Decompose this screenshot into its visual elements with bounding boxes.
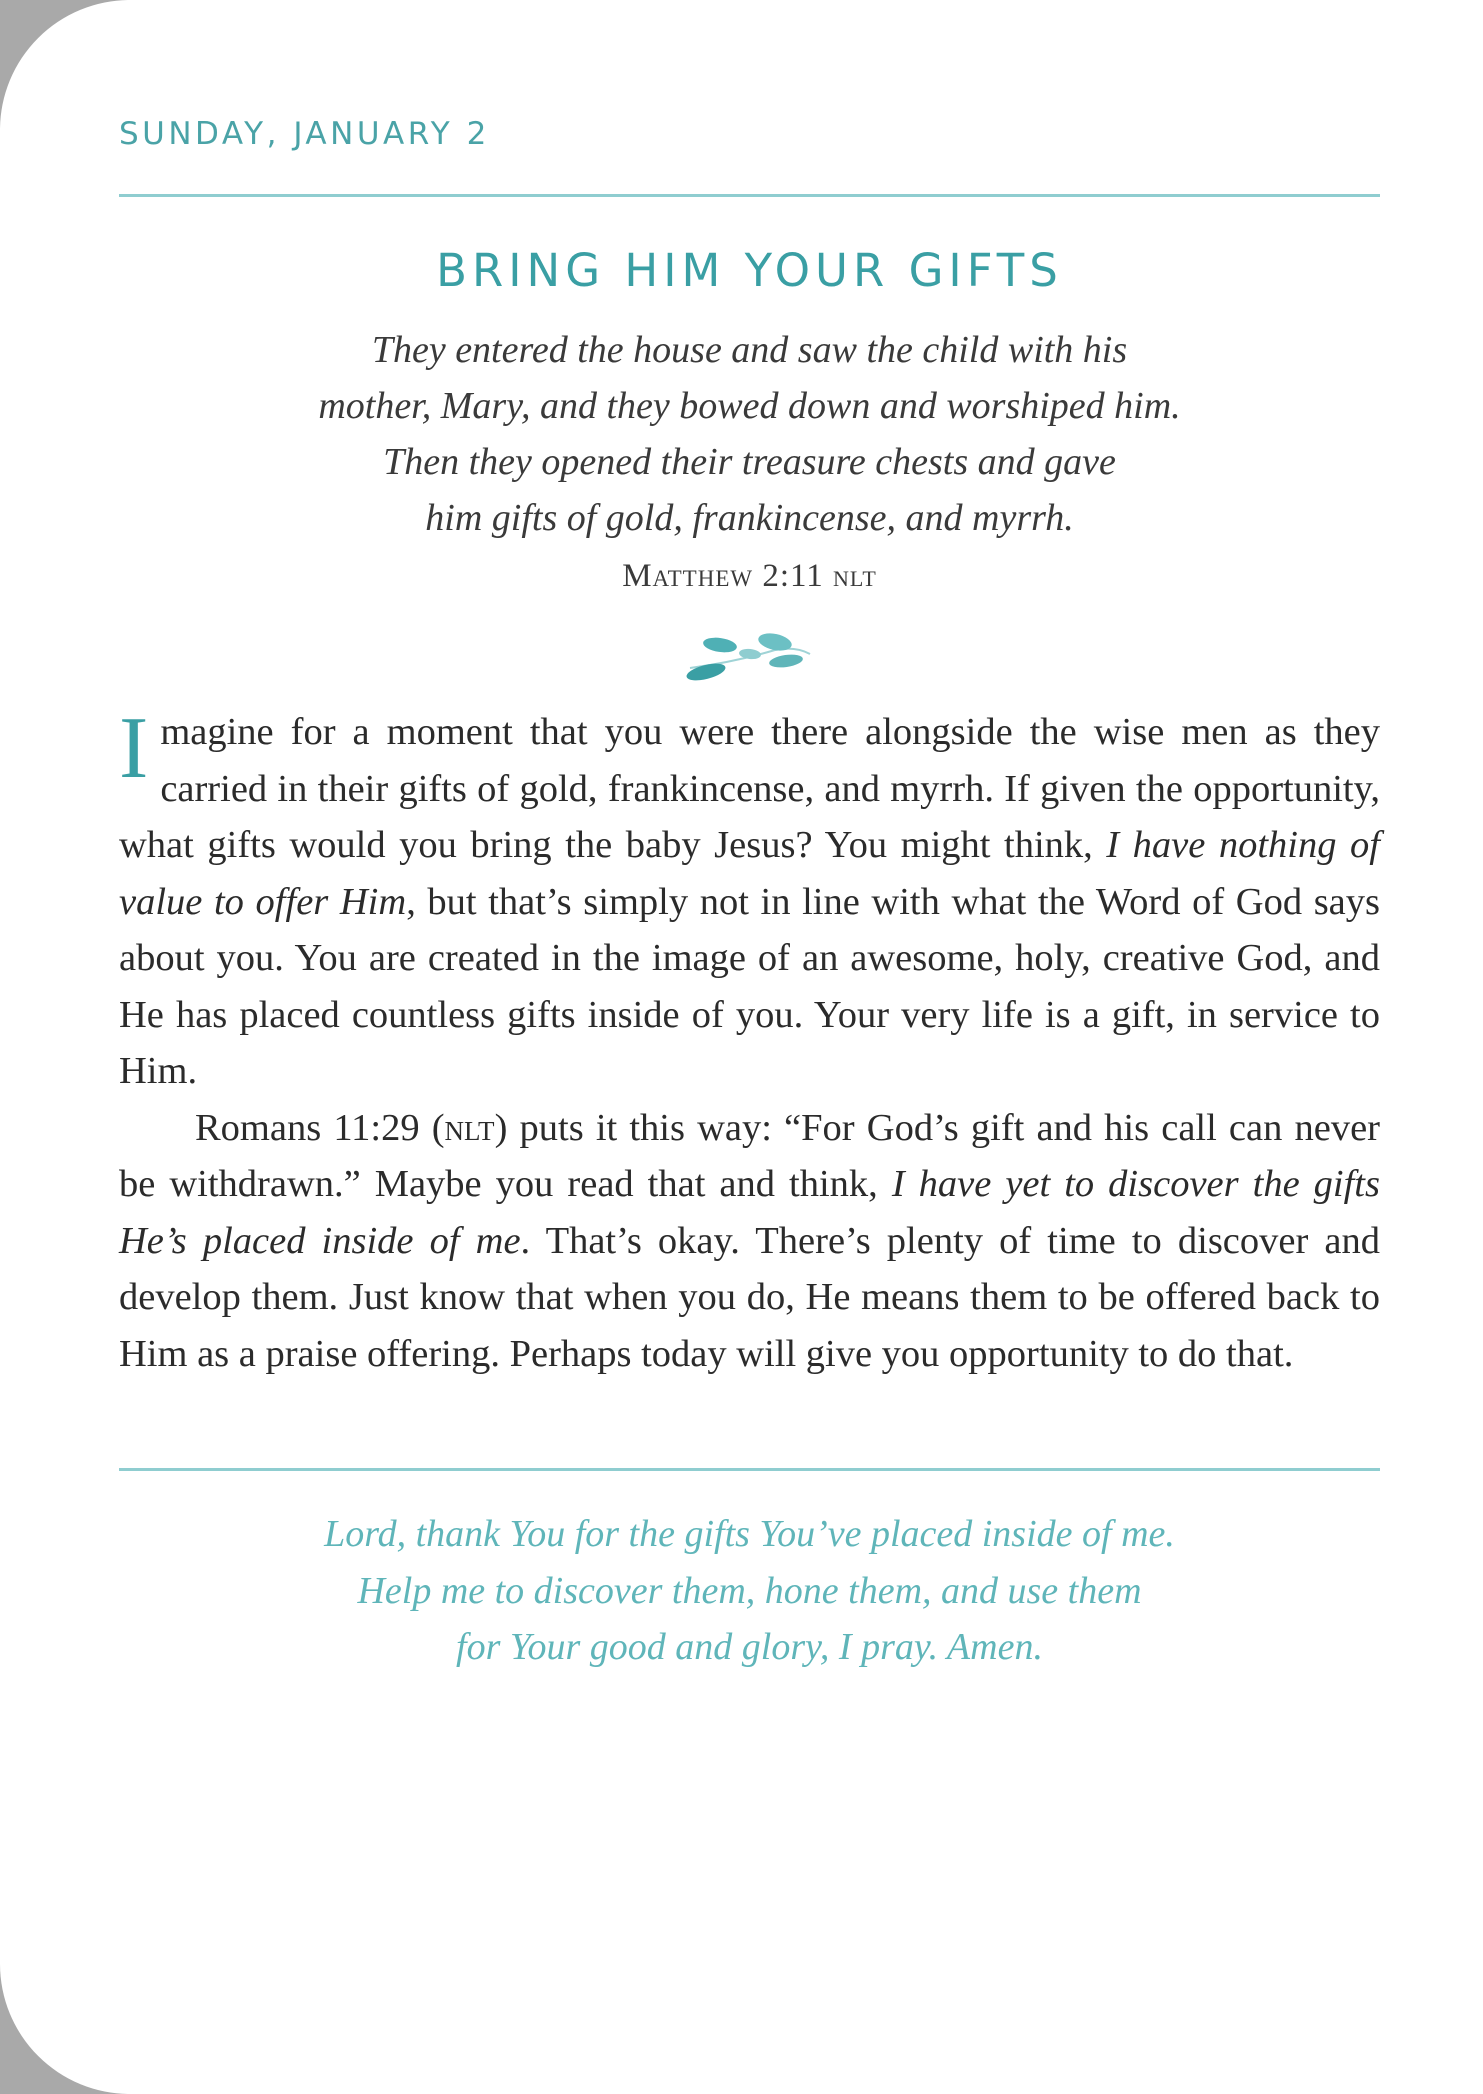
body-text-run: ) puts it this way: “For God’s gift and his call can never be withdrawn.” Maybe you read that and think, xyxy=(119,1106,1380,1205)
drop-cap: I xyxy=(119,700,149,797)
closing-prayer xyxy=(119,1506,1380,1676)
verse-line: mother, Mary, and they bowed down and worshiped him. xyxy=(318,385,1181,427)
bottom-divider xyxy=(119,1468,1380,1471)
verse-line: Then they opened their treasure chests and gave xyxy=(383,441,1116,483)
body-paragraph-2 xyxy=(119,1100,1380,1383)
body-paragraph-1 xyxy=(119,700,1380,1100)
body-text-run: , but that’s simply not in line with what the Word of God says about you. You are created in the image of an awesome, holy, creative God, and He has placed countless gifts inside of you. Your very life is a gift, in service to Him. xyxy=(119,880,1380,1092)
prayer-line: for Your good and glory, I pray. Amen. xyxy=(456,1626,1043,1668)
page-date: SUNDAY, JANUARY 2 xyxy=(119,116,490,152)
scripture-verse xyxy=(119,322,1380,604)
devotion-body xyxy=(119,700,1380,1382)
verse-reference: Matthew 2:11 nlt xyxy=(622,558,877,594)
prayer-line: Lord, thank You for the gifts You’ve placed inside of me. xyxy=(324,1513,1175,1555)
body-text-run: Romans 11:29 ( xyxy=(195,1106,445,1149)
prayer-line: Help me to discover them, hone them, and use them xyxy=(357,1569,1142,1612)
devotion-title: BRING HIM YOUR GIFTS xyxy=(436,244,1063,297)
body-italic-run: I have nothing of value to offer Him xyxy=(119,824,1380,923)
leaves-icon xyxy=(680,628,820,688)
verse-line: They entered the house and saw the child with his xyxy=(371,329,1128,371)
translation-abbrev: nlt xyxy=(444,1106,495,1149)
verse-line: him gifts of gold, frankincense, and myrrh. xyxy=(425,497,1074,539)
top-divider xyxy=(119,194,1380,197)
body-text-run: magine for a moment that you were there alongside the wise men as they carried in their gifts of gold, frankincense, and myrrh. If given the opportunity, what gifts would you bring the baby Jesus? You might think, xyxy=(119,711,1380,866)
body-italic-run: I have yet to discover the gifts He’s placed inside of me xyxy=(119,1163,1380,1262)
body-text-run: . That’s okay. There’s plenty of time to discover and develop them. Just know that when you do, He means them to be offered back to Him as a praise offering. Perhaps today will give you opportunity to do that. xyxy=(119,1219,1380,1375)
